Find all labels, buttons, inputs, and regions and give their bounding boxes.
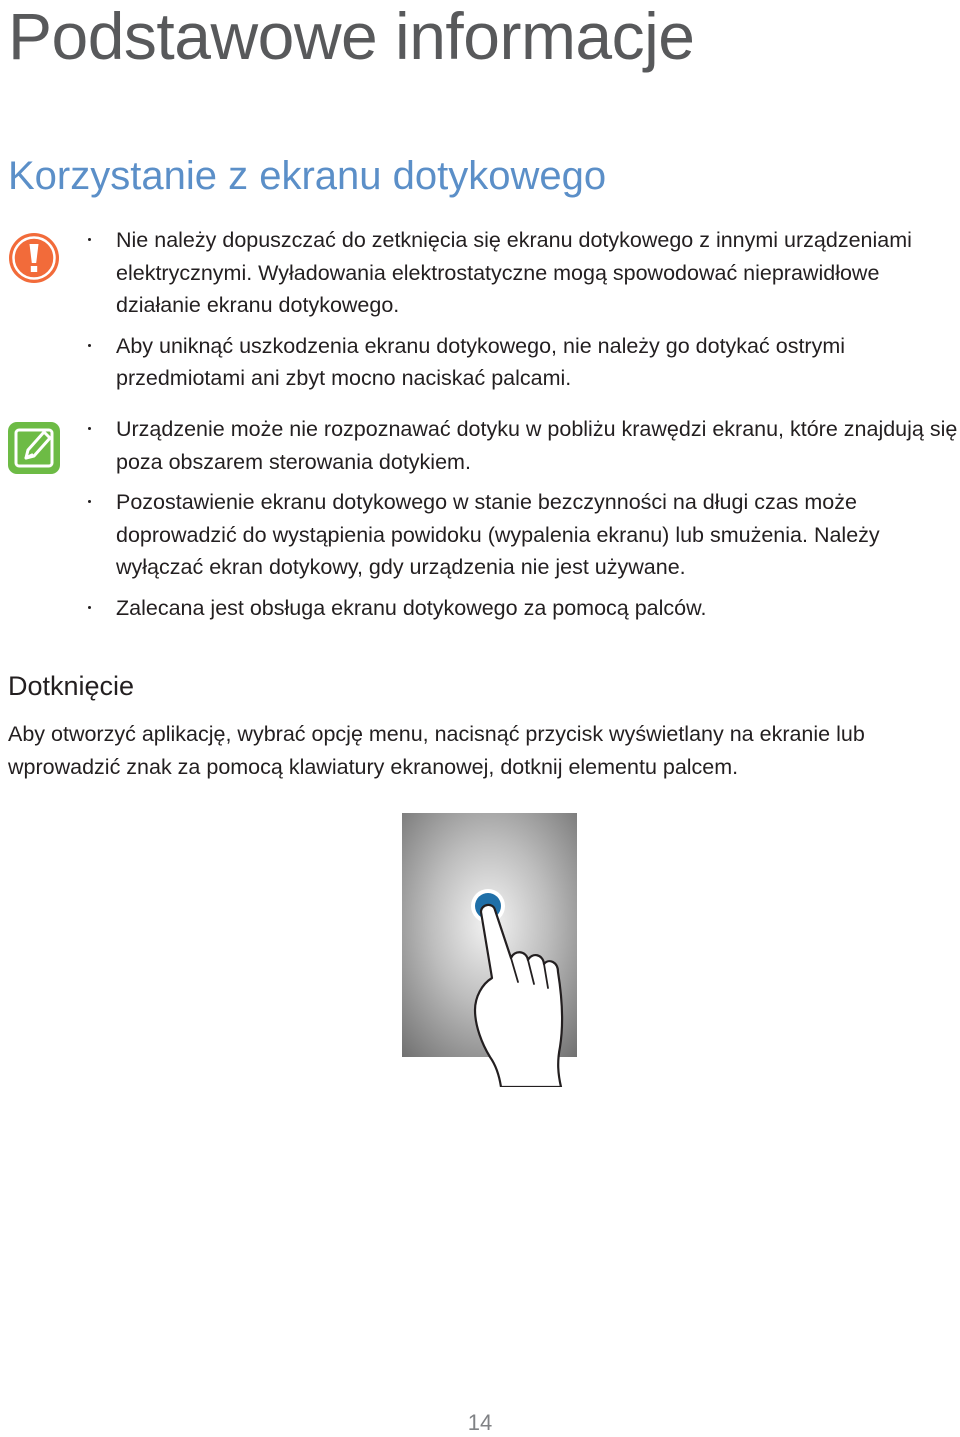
tip-item-text: Pozostawienie ekranu dotykowego w stanie bezczynności na długi czas może doprowadzić do wystąpienia powidoku (wypalenia ekranu) lub smużenia. Należy wyłączać ekran dotykowy, gdy urządzenia nie jest używane. [116,490,880,579]
bullet-dot [88,344,91,347]
warning-icon [6,230,62,286]
list-item [86,486,960,584]
list-item [86,592,960,625]
tap-description: Aby otworzyć aplikację, wybrać opcję menu, nacisnąć przycisk wyświetlany na ekranie lub wprowadzić znak za pomocą klawiatury ekranowej, dotknij elementu palcem. [8,722,865,779]
page-number: 14 [467,1410,493,1435]
warning-item-text: Nie należy dopuszczać do zetknięcia się ekranu dotykowego z innymi urządzeniami elektrycznymi. Wyładowania elektrostatyczne mogą spowodować nieprawidłowe działanie ekranu dotykowego. [116,228,912,317]
list-item [86,330,960,395]
list-item [86,224,960,322]
tip-item-text: Urządzenie może nie rozpoznawać dotyku w pobliżu krawędzi ekranu, które znajdują się poza obszarem sterowania dotykiem. [116,417,958,474]
bullet-dot [88,500,91,503]
warning-list [86,224,960,403]
tip-list [86,413,960,632]
tip-item-text: Zalecana jest obsługa ekranu dotykowego za pomocą palców. [116,595,707,620]
finger-tap-icon [380,812,600,1087]
bullet-dot [88,606,91,609]
note-pencil-icon [6,420,62,476]
bullet-dot [88,238,91,241]
section-title: Korzystanie z ekranu dotykowego [8,154,607,198]
page-title: Podstawowe informacje [8,0,695,73]
warning-item-text: Aby uniknąć uszkodzenia ekranu dotykowego, nie należy go dotykać ostrymi przedmiotami ani zbyt mocno naciskać palcami. [116,333,846,390]
list-item [86,413,960,478]
tap-heading: Dotknięcie [8,671,135,701]
bullet-dot [88,427,91,430]
